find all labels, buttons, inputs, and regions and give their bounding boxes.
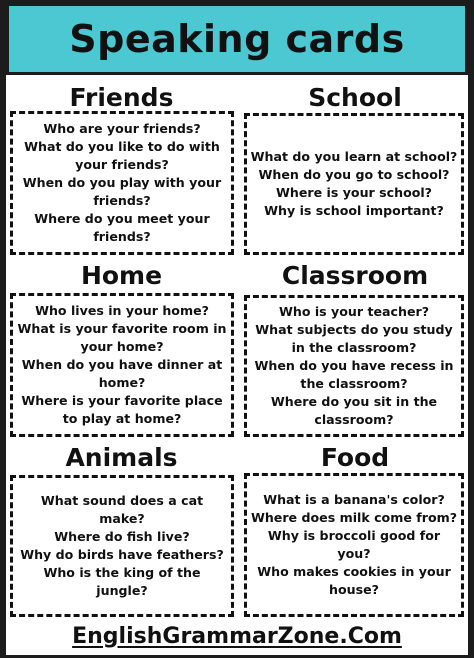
question: Why do birds have feathers? [20,547,224,562]
heading-school: School [308,83,402,112]
question: Who is the king of the jungle? [43,565,201,598]
question: Why is school important? [264,203,444,218]
footer [6,620,468,652]
heading-classroom: Classroom [281,261,429,290]
page-sheet [6,3,468,655]
question: When do you have dinner at home? [21,357,223,390]
question: When do you play with your friends? [22,175,222,208]
heading-home: Home [80,261,163,290]
website-link[interactable]: EnglishGrammarZone.Com [72,623,402,649]
card-home [10,293,234,437]
question: Where do fish live? [54,529,190,544]
question: What do you learn at school? [250,149,458,164]
question: What subjects do you study in the classroom? [255,322,453,355]
question: Who are your friends? [43,121,201,136]
question: Why is broccoli good for you? [267,528,441,561]
question: What is your favorite room in your home? [17,321,227,354]
title-banner [6,3,468,75]
card-friends [10,111,234,255]
card-animals [10,475,234,617]
page-title: Speaking cards [69,17,405,61]
heading-animals: Animals [65,443,178,472]
question: Who is your teacher? [278,304,430,319]
question: When do you have recess in the classroom? [254,358,454,391]
question: What sound does a cat make? [40,493,204,526]
question: What is a banana's color? [263,492,445,507]
card-school [244,113,464,255]
card-classroom [244,295,464,437]
question: Who lives in your home? [35,303,209,318]
question: What do you like to do with your friends? [24,139,220,172]
question: When do you go to school? [258,167,450,182]
question: Where does milk come from? [250,510,458,525]
heading-food: Food [320,443,390,472]
card-food [244,473,464,617]
question: Where is your school? [275,185,432,200]
question: Who makes cookies in your house? [257,564,451,597]
question: Where do you meet your friends? [34,211,210,244]
question: Where is your favorite place to play at home? [21,393,223,426]
question: Where do you sit in the classroom? [270,394,438,427]
heading-friends: Friends [69,83,174,112]
